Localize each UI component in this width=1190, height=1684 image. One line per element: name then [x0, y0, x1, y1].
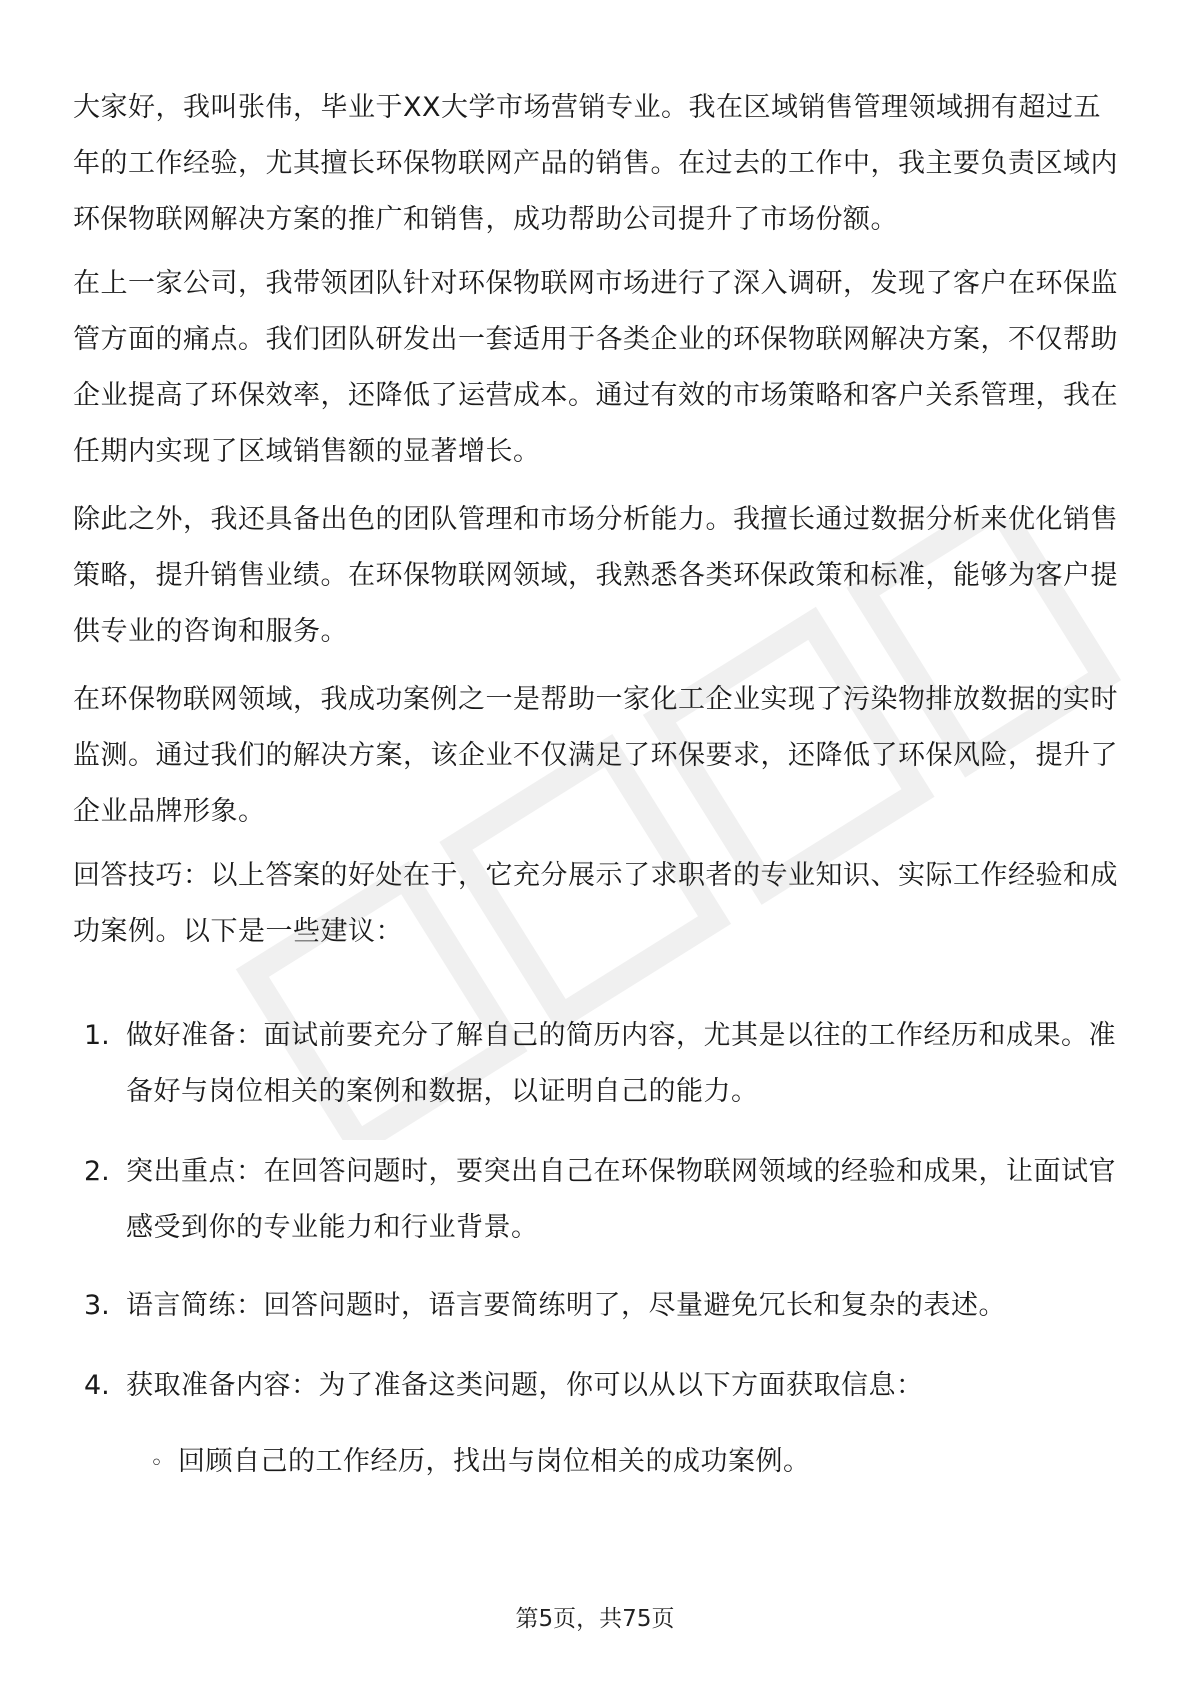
- paragraph-answer-tips: 回答技巧：以上答案的好处在于，它充分展示了求职者的专业知识、实际工作经验和成功案例。以下是一些建议：: [73, 860, 1118, 947]
- bullet-icon: ◦: [150, 1451, 164, 1476]
- list-item-text: 语言简练：回答问题时，语言要简练明了，尽量避免冗长和复杂的表述。: [126, 1290, 1006, 1321]
- list-item-text: 做好准备：面试前要充分了解自己的简历内容，尤其是以往的工作经历和成果。准备好与岗位相关的案例和数据，以证明自己的能力。: [126, 1020, 1116, 1107]
- list-number: 2.: [84, 1156, 110, 1187]
- list-item: [84, 1358, 1118, 1414]
- sub-list-item: [150, 1434, 1110, 1492]
- paragraph-success-case: 在环保物联网领域，我成功案例之一是帮助一家化工企业实现了污染物排放数据的实时监测。通过我们的解决方案，该企业不仅满足了环保要求，还降低了环保风险，提升了企业品牌形象。: [73, 684, 1118, 827]
- sub-list-item-text: 回顾自己的工作经历，找出与岗位相关的成功案例。: [178, 1446, 811, 1477]
- paragraph-intro: 大家好，我叫张伟，毕业于XX大学市场营销专业。我在区域销售管理领域拥有超过五年的工作经验，尤其擅长环保物联网产品的销售。在过去的工作中，我主要负责区域内环保物联网解决方案的推广和销售，成功帮助公司提升了市场份额。: [73, 92, 1118, 235]
- list-item: [84, 1278, 1118, 1334]
- page-number: 第5页，共75页: [515, 1606, 675, 1632]
- list-item: [84, 1144, 1118, 1256]
- list-item-text: 突出重点：在回答问题时，要突出自己在环保物联网领域的经验和成果，让面试官感受到你的专业能力和行业背景。: [126, 1156, 1116, 1243]
- list-item-text: 获取准备内容：为了准备这类问题，你可以从以下方面获取信息：: [126, 1370, 924, 1401]
- list-number: 4.: [84, 1370, 110, 1401]
- paragraph-skills: 除此之外，我还具备出色的团队管理和市场分析能力。我擅长通过数据分析来优化销售策略，提升销售业绩。在环保物联网领域，我熟悉各类环保政策和标准，能够为客户提供专业的咨询和服务。: [73, 504, 1118, 647]
- list-number: 1.: [84, 1020, 110, 1051]
- paragraph-previous-company: 在上一家公司，我带领团队针对环保物联网市场进行了深入调研，发现了客户在环保监管方面的痛点。我们团队研发出一套适用于各类企业的环保物联网解决方案，不仅帮助企业提高了环保效率，还降低了运营成本。通过有效的市场策略和客户关系管理，我在任期内实现了区域销售额的显著增长。: [73, 268, 1118, 467]
- list-item: [84, 1008, 1118, 1120]
- list-number: 3.: [84, 1290, 110, 1321]
